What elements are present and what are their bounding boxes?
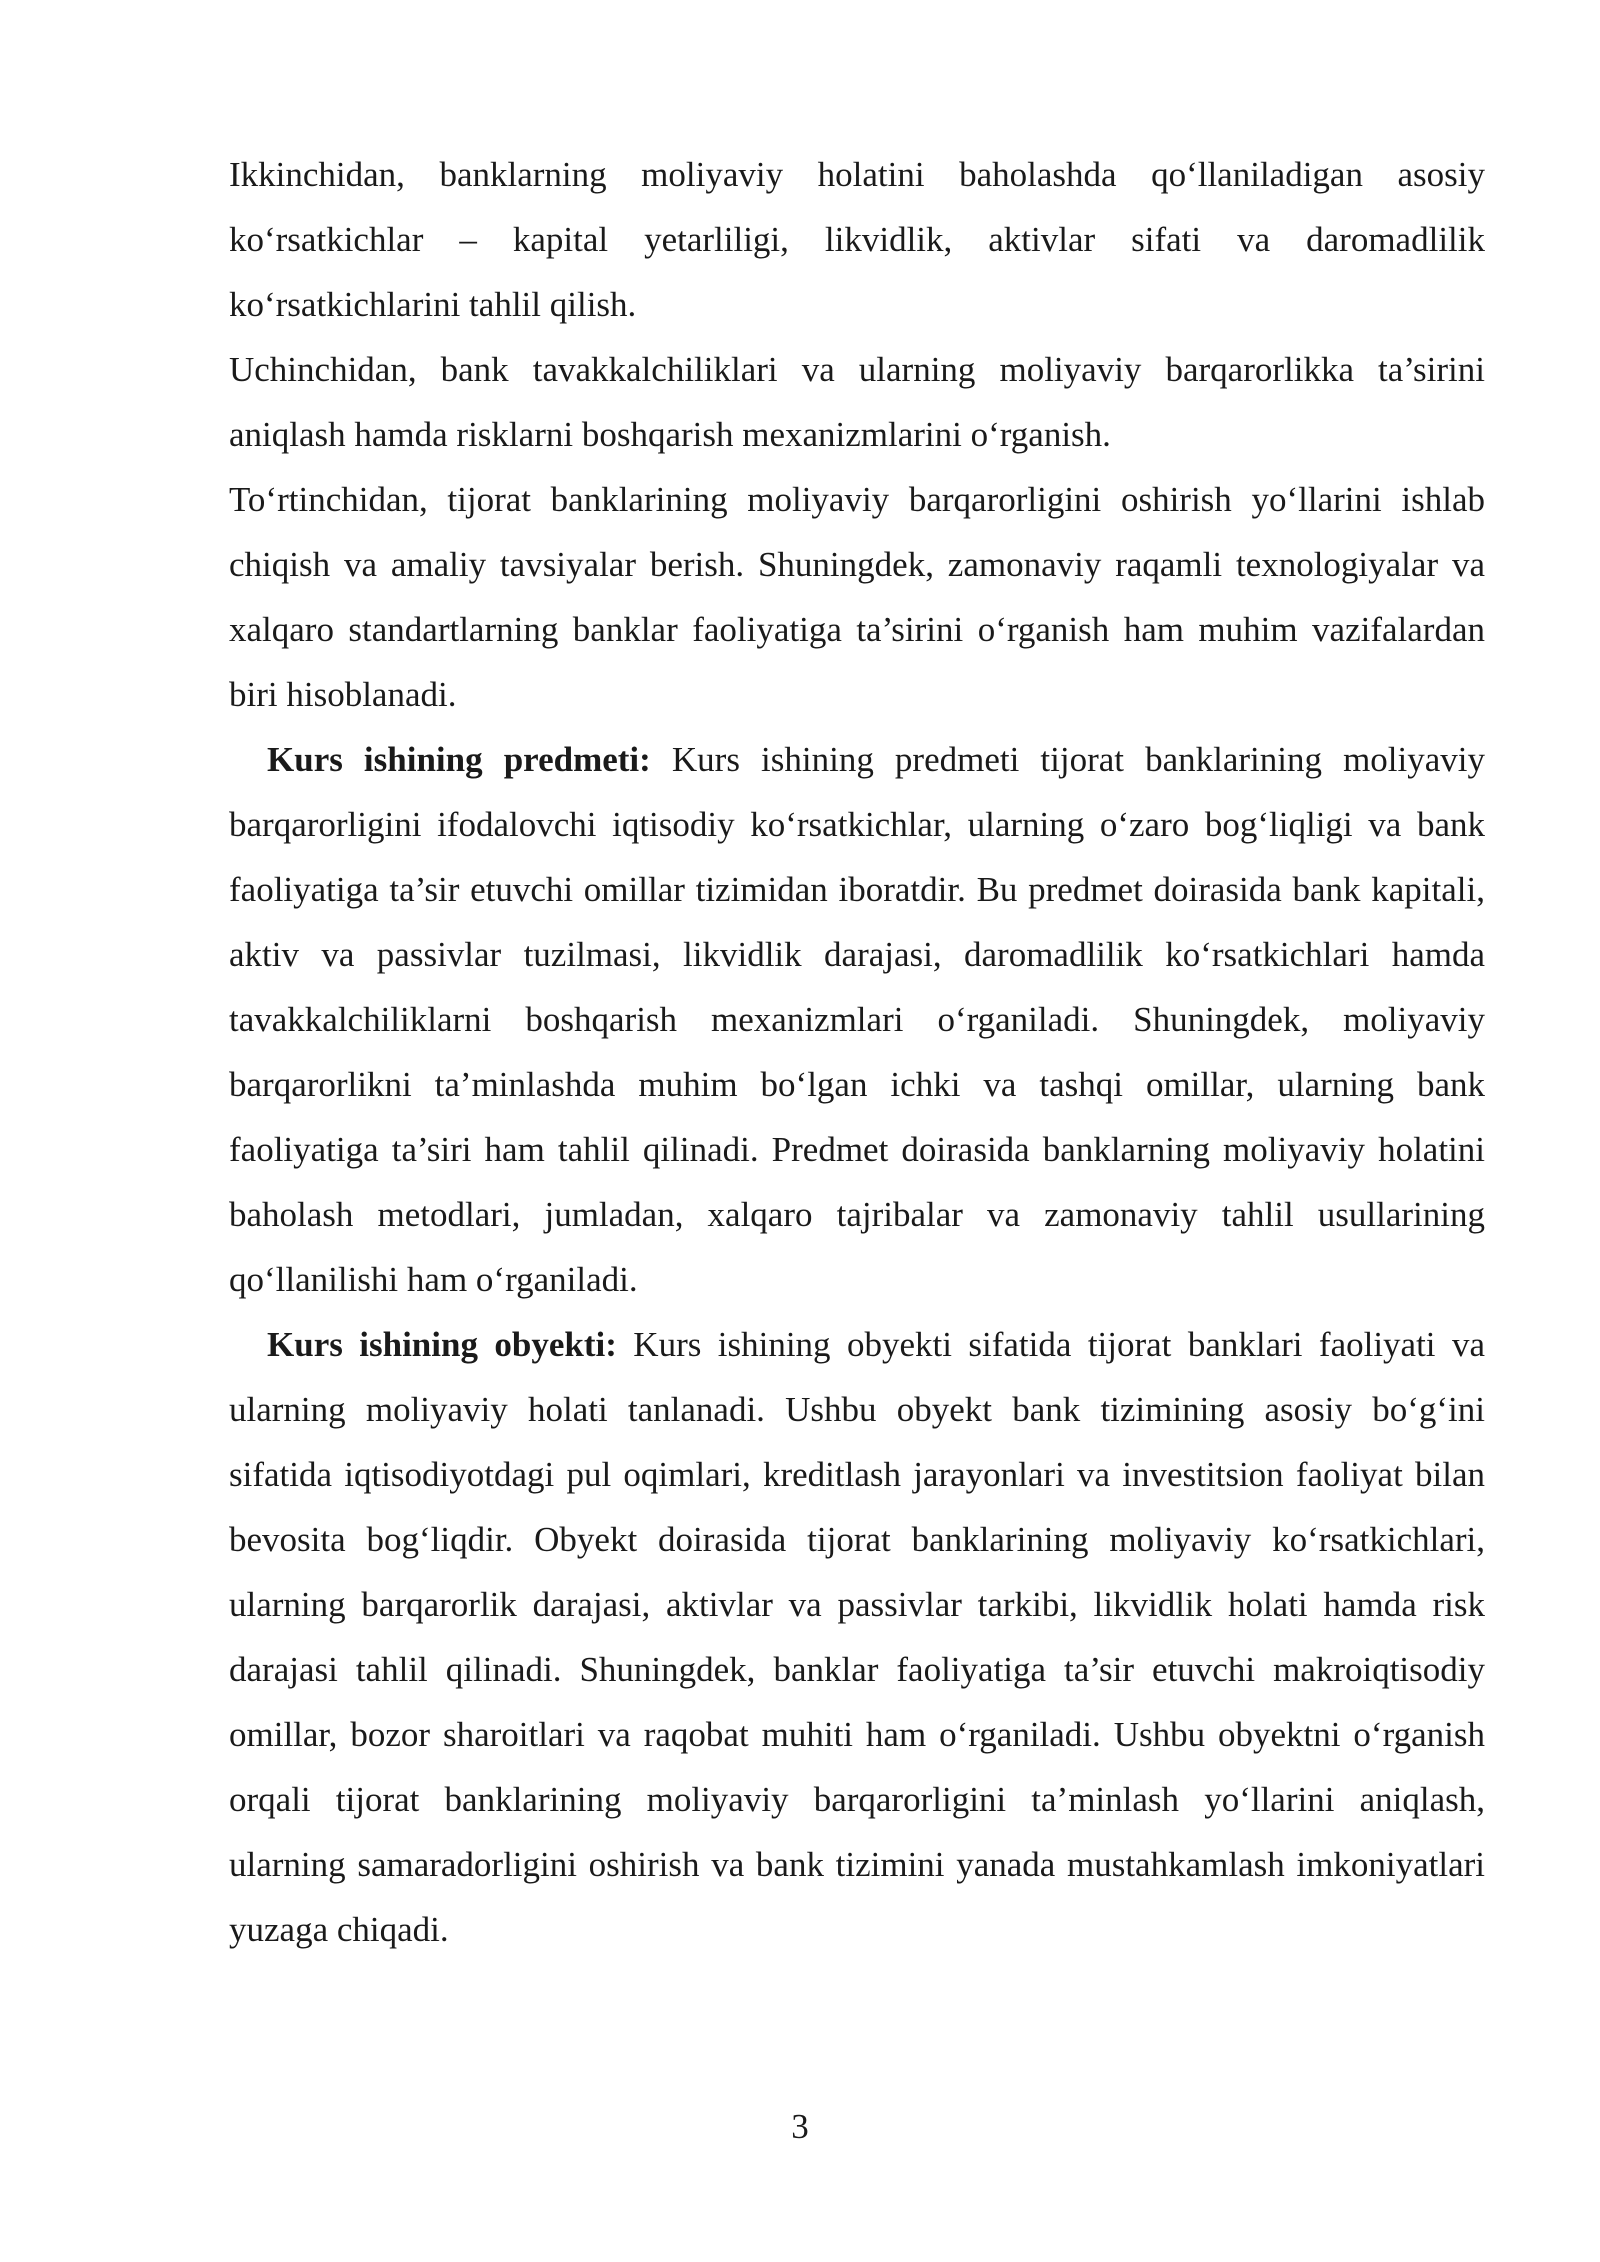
paragraph-text: Uchinchidan, bank tavakkalchiliklari va ularning moliyaviy barqarorlikka ta’sirini aniqlash hamda risklarni boshqarish mexanizmlarini o‘rganish. xyxy=(229,350,1485,454)
page-number: 3 xyxy=(791,2107,809,2146)
body-text xyxy=(229,142,1485,1962)
paragraph-fourth-task xyxy=(229,467,1485,727)
subject-heading: Kurs ishining predmeti: xyxy=(267,740,651,779)
object-heading: Kurs ishining obyekti: xyxy=(267,1325,617,1364)
paragraph-subject xyxy=(229,727,1485,1312)
paragraph-text: Ikkinchidan, banklarning moliyaviy holatini baholashda qo‘llaniladigan asosiy ko‘rsatkichlar – kapital yetarliligi, likvidlik, aktivlar sifati va daromadlilik ko‘rsatkichlarini tahlil qilish. xyxy=(229,155,1485,324)
paragraph-text: To‘rtinchidan, tijorat banklarining moliyaviy barqarorligini oshirish yo‘llarini ishlab chiqish va amaliy tavsiyalar berish. Shuningdek, zamonaviy raqamli texnologiyalar va xalqaro standartlarning banklar faoliyatiga ta’sirini o‘rganish ham muhim vazifalardan biri hisoblanadi. xyxy=(229,480,1485,714)
paragraph-text: Kurs ishining predmeti tijorat banklarining moliyaviy barqarorligini ifodalovchi iqtisodiy ko‘rsatkichlar, ularning o‘zaro bog‘liqligi va bank faoliyatiga ta’sir etuvchi omillar tizimidan iboratdir. Bu predmet doirasida bank kapitali, aktiv va passivlar tuzilmasi, likvidlik darajasi, daromadlilik ko‘rsatkichlari hamda tavakkalchiliklarni boshqarish mexanizmlari o‘rganiladi. Shuningdek, moliyaviy barqarorlikni ta’minlashda muhim bo‘lgan ichki va tashqi omillar, ularning bank faoliyatiga ta’siri ham tahlil qilinadi. Predmet doirasida banklarning moliyaviy holatini baholash metodlari, jumladan, xalqaro tajribalar va zamonaviy tahlil usullarining qo‘llanilishi ham o‘rganiladi. xyxy=(229,740,1485,1299)
paragraph-second-task xyxy=(229,142,1485,337)
paragraph-third-task xyxy=(229,337,1485,467)
paragraph-text: Kurs ishining obyekti sifatida tijorat banklari faoliyati va ularning moliyaviy holati tanlanadi. Ushbu obyekt bank tizimining asosiy bo‘g‘ini sifatida iqtisodiyotdagi pul oqimlari, kreditlash jarayonlari va investitsion faoliyat bilan bevosita bog‘liqdir. Obyekt doirasida tijorat banklarining moliyaviy ko‘rsatkichlari, ularning barqarorlik darajasi, aktivlar va passivlar tarkibi, likvidlik holati hamda risk darajasi tahlil qilinadi. Shuningdek, banklar faoliyatiga ta’sir etuvchi makroiqtisodiy omillar, bozor sharoitlari va raqobat muhiti ham o‘rganiladi. Ushbu obyektni o‘rganish orqali tijorat banklarining moliyaviy barqarorligini ta’minlash yo‘llarini aniqlash, ularning samaradorligini oshirish va bank tizimini yanada mustahkamlash imkoniyatlari yuzaga chiqadi. xyxy=(229,1325,1485,1949)
paragraph-object xyxy=(229,1312,1485,1962)
